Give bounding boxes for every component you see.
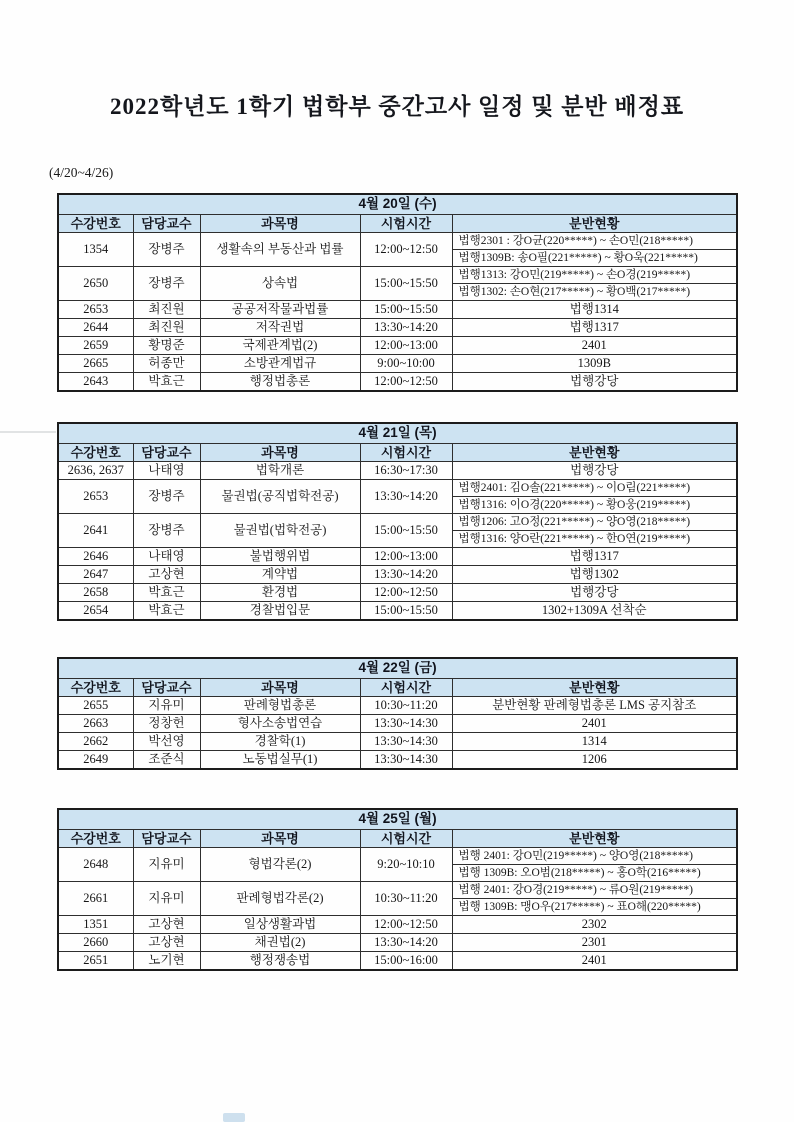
exam-time-cell: 10:30~11:20: [360, 882, 452, 916]
section-cell: 1206: [452, 751, 737, 770]
course-name-cell: 물권법(공직법학전공): [200, 480, 360, 514]
table-date-header: 4월 22일 (금): [58, 658, 737, 679]
course-name-cell: 채권법(2): [200, 934, 360, 952]
section-cell: 2401: [452, 337, 737, 355]
professor-cell: 나태영: [133, 548, 200, 566]
course-name-cell: 일상생활과법: [200, 916, 360, 934]
exam-time-cell: 13:30~14:30: [360, 751, 452, 770]
course-name-cell: 국제관계법(2): [200, 337, 360, 355]
column-header: 시험시간: [360, 444, 452, 462]
section-cell: 2302: [452, 916, 737, 934]
course-name-cell: 공공저작물과법률: [200, 301, 360, 319]
column-header-row: [58, 215, 737, 233]
course-id-cell: 2650: [58, 267, 133, 301]
column-header: 수강번호: [58, 444, 133, 462]
column-header: 분반현황: [452, 444, 737, 462]
course-id-cell: 2654: [58, 602, 133, 621]
professor-cell: 지유미: [133, 848, 200, 882]
course-name-cell: 저작권법: [200, 319, 360, 337]
table-date-row: [58, 194, 737, 215]
section-cell: 법행2401: 김O솔(221*****) ~ 이O림(221*****): [452, 480, 737, 497]
table-date-row: [58, 658, 737, 679]
professor-cell: 정창헌: [133, 715, 200, 733]
column-header: 과목명: [200, 830, 360, 848]
table-row: [58, 301, 737, 319]
table-row: [58, 319, 737, 337]
exam-time-cell: 10:30~11:20: [360, 697, 452, 715]
course-id-cell: 2655: [58, 697, 133, 715]
professor-cell: 장병주: [133, 233, 200, 267]
course-name-cell: 경찰법입문: [200, 602, 360, 621]
column-header: 시험시간: [360, 215, 452, 233]
professor-cell: 고상현: [133, 934, 200, 952]
table-row: [58, 934, 737, 952]
section-cell: 법행2301 : 강O균(220*****) ~ 손O민(218*****): [452, 233, 737, 250]
column-header: 분반현황: [452, 215, 737, 233]
table-row: [58, 548, 737, 566]
column-header-row: [58, 679, 737, 697]
table-row: [58, 584, 737, 602]
course-id-cell: 2662: [58, 733, 133, 751]
column-header: 수강번호: [58, 679, 133, 697]
professor-cell: 박효근: [133, 373, 200, 392]
exam-time-cell: 15:00~15:50: [360, 602, 452, 621]
table-row: [58, 355, 737, 373]
professor-cell: 노기현: [133, 952, 200, 971]
course-id-cell: 1354: [58, 233, 133, 267]
exam-time-cell: 15:00~15:50: [360, 301, 452, 319]
professor-cell: 최진원: [133, 319, 200, 337]
course-name-cell: 행정쟁송법: [200, 952, 360, 971]
professor-cell: 황명준: [133, 337, 200, 355]
course-name-cell: 경찰학(1): [200, 733, 360, 751]
course-id-cell: 2660: [58, 934, 133, 952]
course-name-cell: 형법각론(2): [200, 848, 360, 882]
section-cell: 법행1317: [452, 319, 737, 337]
scan-artifact-smudge: [223, 1113, 245, 1122]
exam-time-cell: 13:30~14:20: [360, 480, 452, 514]
exam-time-cell: 16:30~17:30: [360, 462, 452, 480]
exam-time-cell: 12:00~13:00: [360, 548, 452, 566]
professor-cell: 허종만: [133, 355, 200, 373]
section-cell: 1309B: [452, 355, 737, 373]
table-date-row: [58, 809, 737, 830]
exam-table-apr20: [57, 193, 738, 392]
table-date-header: 4월 20일 (수): [58, 194, 737, 215]
exam-time-cell: 15:00~15:50: [360, 514, 452, 548]
column-header: 수강번호: [58, 830, 133, 848]
course-name-cell: 소방관계법규: [200, 355, 360, 373]
professor-cell: 장병주: [133, 480, 200, 514]
exam-time-cell: 9:20~10:10: [360, 848, 452, 882]
course-id-cell: 2659: [58, 337, 133, 355]
course-name-cell: 물권법(법학전공): [200, 514, 360, 548]
course-name-cell: 불법행위법: [200, 548, 360, 566]
table-row: [58, 715, 737, 733]
section-cell: 법행1317: [452, 548, 737, 566]
section-cell: 법행 2401: 강O경(219*****) ~ 류O원(219*****): [452, 882, 737, 899]
course-id-cell: 2649: [58, 751, 133, 770]
section-cell: 법행 2401: 강O민(219*****) ~ 양O영(218*****): [452, 848, 737, 865]
course-id-cell: 1351: [58, 916, 133, 934]
professor-cell: 박선영: [133, 733, 200, 751]
column-header: 담당교수: [133, 444, 200, 462]
professor-cell: 지유미: [133, 882, 200, 916]
exam-time-cell: 9:00~10:00: [360, 355, 452, 373]
exam-time-cell: 15:00~15:50: [360, 267, 452, 301]
course-name-cell: 계약법: [200, 566, 360, 584]
professor-cell: 고상현: [133, 566, 200, 584]
course-id-cell: 2658: [58, 584, 133, 602]
section-cell: 법행1302: 손O현(217*****) ~ 황O백(217*****): [452, 284, 737, 301]
professor-cell: 박효근: [133, 602, 200, 621]
professor-cell: 고상현: [133, 916, 200, 934]
section-cell: 법행1309B: 송O필(221*****) ~ 황O욱(221*****): [452, 250, 737, 267]
course-id-cell: 2636, 2637: [58, 462, 133, 480]
exam-time-cell: 12:00~12:50: [360, 233, 452, 267]
exam-table-apr22: [57, 657, 738, 770]
table-row: [58, 337, 737, 355]
section-cell: 법행1206: 고O정(221*****) ~ 양O영(218*****): [452, 514, 737, 531]
professor-cell: 장병주: [133, 514, 200, 548]
course-id-cell: 2648: [58, 848, 133, 882]
course-id-cell: 2644: [58, 319, 133, 337]
section-cell: 법행1302: [452, 566, 737, 584]
course-name-cell: 환경법: [200, 584, 360, 602]
professor-cell: 장병주: [133, 267, 200, 301]
professor-cell: 나태영: [133, 462, 200, 480]
exam-time-cell: 12:00~13:00: [360, 337, 452, 355]
table-row: [58, 952, 737, 971]
course-id-cell: 2643: [58, 373, 133, 392]
section-cell: 분반현황 판례형법총론 LMS 공지참조: [452, 697, 737, 715]
course-id-cell: 2663: [58, 715, 133, 733]
column-header: 과목명: [200, 215, 360, 233]
table-row: [58, 848, 737, 865]
exam-time-cell: 13:30~14:20: [360, 566, 452, 584]
exam-time-cell: 12:00~12:50: [360, 584, 452, 602]
column-header-row: [58, 444, 737, 462]
column-header: 시험시간: [360, 830, 452, 848]
section-cell: 2401: [452, 952, 737, 971]
course-id-cell: 2653: [58, 301, 133, 319]
table-row: [58, 602, 737, 621]
section-cell: 2301: [452, 934, 737, 952]
course-id-cell: 2646: [58, 548, 133, 566]
course-id-cell: 2651: [58, 952, 133, 971]
table-row: [58, 751, 737, 770]
column-header: 분반현황: [452, 830, 737, 848]
section-cell: 1302+1309A 선착순: [452, 602, 737, 621]
course-name-cell: 법학개론: [200, 462, 360, 480]
column-header: 분반현황: [452, 679, 737, 697]
column-header-row: [58, 830, 737, 848]
course-id-cell: 2647: [58, 566, 133, 584]
column-header: 과목명: [200, 444, 360, 462]
table-row: [58, 267, 737, 284]
exam-time-cell: 15:00~16:00: [360, 952, 452, 971]
course-name-cell: 판례형법총론: [200, 697, 360, 715]
section-cell: 법행강당: [452, 462, 737, 480]
table-date-header: 4월 21일 (목): [58, 423, 737, 444]
section-cell: 법행강당: [452, 584, 737, 602]
exam-table-apr25: [57, 808, 738, 971]
exam-time-cell: 13:30~14:30: [360, 733, 452, 751]
column-header: 수강번호: [58, 215, 133, 233]
column-header: 담당교수: [133, 215, 200, 233]
course-name-cell: 형사소송법연습: [200, 715, 360, 733]
table-row: [58, 233, 737, 250]
date-range-label: (4/20~4/26): [49, 165, 114, 180]
table-date-row: [58, 423, 737, 444]
course-name-cell: 노동법실무(1): [200, 751, 360, 770]
section-cell: 법행1313: 강O민(219*****) ~ 손O경(219*****): [452, 267, 737, 284]
table-row: [58, 480, 737, 497]
professor-cell: 조준식: [133, 751, 200, 770]
exam-time-cell: 13:30~14:30: [360, 715, 452, 733]
section-cell: 법행 1309B: 맹O우(217*****) ~ 표O해(220*****): [452, 899, 737, 916]
table-row: [58, 566, 737, 584]
section-cell: 법행강당: [452, 373, 737, 392]
table-row: [58, 514, 737, 531]
course-name-cell: 판례형법각론(2): [200, 882, 360, 916]
exam-time-cell: 13:30~14:20: [360, 319, 452, 337]
table-row: [58, 462, 737, 480]
professor-cell: 박효근: [133, 584, 200, 602]
course-id-cell: 2665: [58, 355, 133, 373]
section-cell: 법행1316: 양O란(221*****) ~ 한O연(219*****): [452, 531, 737, 548]
table-row: [58, 882, 737, 899]
column-header: 담당교수: [133, 830, 200, 848]
section-cell: 1314: [452, 733, 737, 751]
section-cell: 법행1314: [452, 301, 737, 319]
course-id-cell: 2653: [58, 480, 133, 514]
exam-time-cell: 13:30~14:20: [360, 934, 452, 952]
course-name-cell: 생활속의 부동산과 법률: [200, 233, 360, 267]
professor-cell: 지유미: [133, 697, 200, 715]
table-row: [58, 733, 737, 751]
professor-cell: 최진원: [133, 301, 200, 319]
exam-time-cell: 12:00~12:50: [360, 373, 452, 392]
table-row: [58, 697, 737, 715]
course-name-cell: 행정법총론: [200, 373, 360, 392]
table-row: [58, 373, 737, 392]
course-id-cell: 2661: [58, 882, 133, 916]
section-cell: 법행 1309B: 오O범(218*****) ~ 홍O학(216*****): [452, 865, 737, 882]
table-row: [58, 916, 737, 934]
table-date-header: 4월 25일 (월): [58, 809, 737, 830]
section-cell: 2401: [452, 715, 737, 733]
exam-table-apr21: [57, 422, 738, 621]
course-id-cell: 2641: [58, 514, 133, 548]
scan-artifact-line: [0, 431, 56, 433]
exam-time-cell: 12:00~12:50: [360, 916, 452, 934]
column-header: 과목명: [200, 679, 360, 697]
column-header: 시험시간: [360, 679, 452, 697]
column-header: 담당교수: [133, 679, 200, 697]
page-title: 2022학년도 1학기 법학부 중간고사 일정 및 분반 배정표: [109, 94, 685, 119]
section-cell: 법행1316: 이O경(220*****) ~ 황O웅(219*****): [452, 497, 737, 514]
course-name-cell: 상속법: [200, 267, 360, 301]
